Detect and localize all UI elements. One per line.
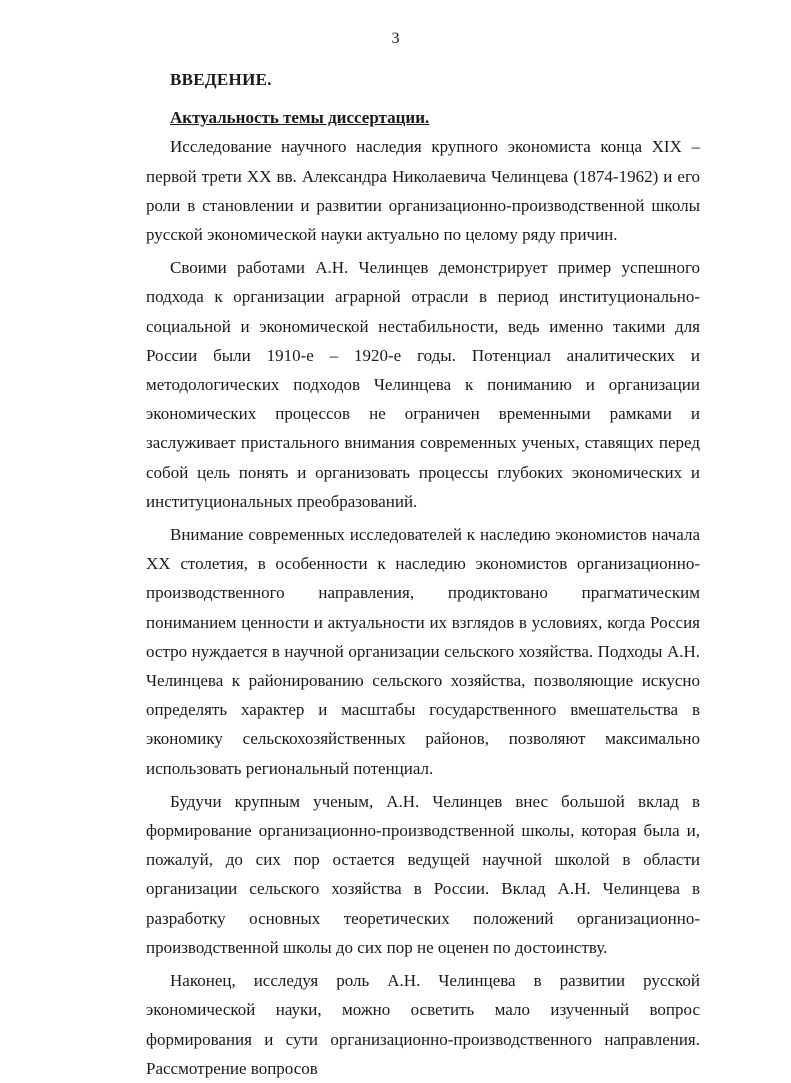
subsection-heading: Актуальность темы диссертации. — [170, 108, 430, 128]
paragraph-2: Своими работами А.Н. Челинцев демонстрирует пример успешного подхода к организации аграрной отрасли в период институционально-социальной и экономической нестабильности, ведь именно такими для России были 1910-е – 1920-е годы. Потенциал аналитических и методологических подходов Челинцева к пониманию и организации экономических процессов не ограничен временными рамками и заслуживает пристального внимания современных ученых, ставящих перед собой цель понять и организовать процессы глубоких экономических и институциональных преобразований. — [146, 258, 700, 511]
paragraph-4: Будучи крупным ученым, А.Н. Челинцев внес большой вклад в формирование организационно-производственной школы, которая была и, пожалуй, до сих пор остается ведущей научной школой в области организации сельского хозяйства в России. Вклад А.Н. Челинцева в разработку основных теоретических положений организационно-производственной школы до сих пор не оценен по достоинству. — [146, 791, 700, 957]
paragraph-1: Исследование научного наследия крупного экономиста конца XIX – первой трети XX вв. Александра Николаевича Челинцева (1874-1962) и его роли в становлении и развитии организационно-производственной школы русской экономической науки актуально по целому ряду причин. — [146, 137, 700, 245]
paragraph-5: Наконец, исследуя роль А.Н. Челинцева в развитии русской экономической науки, можно осветить мало изученный вопрос формирования и сути организационно-производственного направления. Рассмотрение вопросов — [146, 971, 700, 1078]
page-number: 3 — [391, 30, 400, 47]
document-body — [146, 65, 700, 1083]
section-heading: ВВЕДЕНИЕ. — [170, 70, 272, 89]
paragraph-3: Внимание современных исследователей к наследию экономистов начала XX столетия, в особенности к наследию экономистов организационно-производственного направления, продиктовано прагматическим пониманием ценности и актуальности их взглядов в условиях, когда Россия остро нуждается в научной организации сельского хозяйства. Подходы А.Н. Челинцева к районированию сельского хозяйства, позволяющие искусно определять характер и масштабы государственного вмешательства в экономику сельскохозяйственных районов, позволяют максимально использовать региональный потенциал. — [146, 525, 700, 778]
